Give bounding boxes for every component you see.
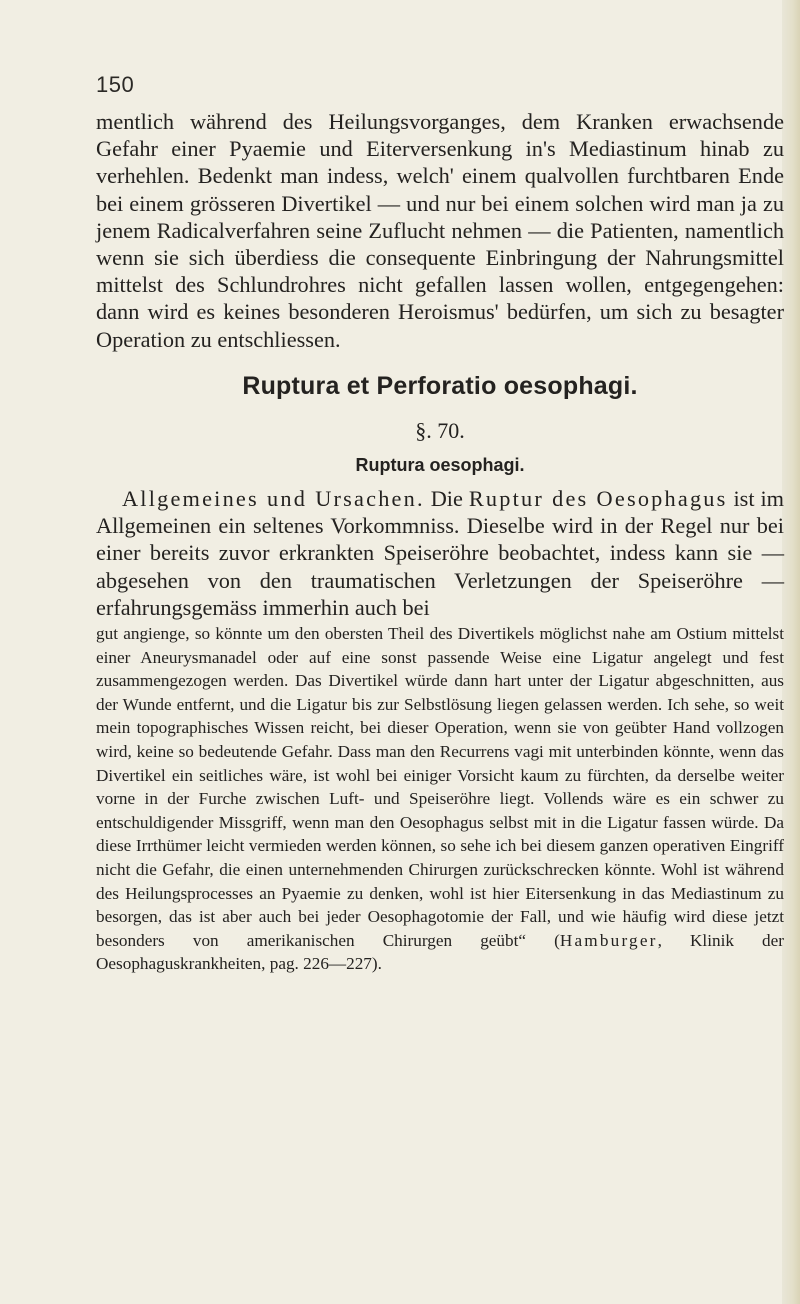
chapter-title: Ruptura et Perforatio oesophagi.: [242, 372, 638, 400]
footnote-author: Hamburger: [559, 930, 658, 950]
footnote-text-part-1: gut angienge, so könnte um den obersten Theil des Divertikels möglichst nahe am Ostium mittelst einer Aneurysmanadel oder auf eine sonst passende Weise eine Ligatur angelegt und fest zusammengezogen werden. Das Divertikel würde dann hart unter der Ligatur abgeschnitten, aus der Wunde entfernt, und die Ligatur bis zur Selbstlösung liegen gelassen werden. Ich sehe, so weit mein topographisches Wissen reicht, bei dieser Operation, wenn sie von geübter Hand vollzogen wird, keine so bedeutende Gefahr. Dass man den Recurrens vagi mit unterbinden könnte, wenn das Divertikel ein seitliches wäre, ist wohl bei einiger Vorsicht kaum zu fürchten, da derselbe weiter vorne in der Furche zwischen Luft- und Speiseröhre liegt. Vollends wäre es ein schwer zu entschuldigender Missgriff, wenn man den Oesophagus selbst mit in die Ligatur fassen würde. Da diese Irrthümer leicht vermieden werden können, so sehe ich bei diesem ganzen operativen Eingriff nicht die Gefahr, die einen unternehmenden Chirurgen zurückschrecken könnte. Wohl ist während des Heilungsprocesses an Pyaemie zu denken, wohl ist hier Eitersenkung in das Mediastinum zu besorgen, das ist aber auch bei jeder Oesophagotomie der Fall, und wie häufig wird diese jetzt besonders von amerikanischen Chirurgen geübt“ (: [96, 624, 784, 950]
page-edge-shadow: [782, 0, 800, 1304]
section-paragraph: [96, 485, 784, 621]
section-body: [96, 485, 784, 621]
paragraph-rest: ist im Allgemeinen ein seltenes Vorkommniss. Dieselbe wird in der Regel nur bei einer bereits zuvor erkrankten Speiseröhre beobachtet, indess kann sie — abgesehen von den traumatischen Verletzungen der Speiseröhre — erfahrungsgemäss immerhin auch bei: [96, 486, 785, 620]
lead-phrase: Allgemeines und Ursachen.: [122, 486, 425, 511]
footnote-text-part-2: , Klinik der Oesophaguskrankheiten, pag. 226—227).: [96, 930, 785, 974]
continued-paragraph-text: mentlich während des Heilungsvorganges, dem Kranken erwachsende Gefahr einer Pyaemie und Eiterversenkung in's Mediastinum hinab zu verhehlen. Bedenkt man indess, welch' einem qualvollen furchtbaren Ende bei einem grösseren Divertikel — und nur bei einem solchen wird man ja zu jenem Radicalverfahren seine Zuflucht nehmen — die Patienten, namentlich wenn sie sich überdiess die consequente Einbringung der Nahrungsmittel mittelst des Schlundrohres nicht gefallen lassen wollen, entgegengehen: dann wird es keines besonderen Heroismus' bedürfen, um sich zu besagter Operation zu entschliessen.: [96, 109, 784, 352]
section-number: §. 70.: [415, 418, 465, 443]
emphasized-term: Ruptur des Oesophagus: [468, 486, 728, 511]
continued-paragraph: [96, 108, 784, 353]
connector-text: Die: [424, 486, 469, 511]
page-number: 150: [96, 72, 135, 97]
section-subtitle: Ruptura oesophagi.: [355, 455, 525, 475]
footnote-text: [96, 622, 784, 976]
footnote: [96, 622, 784, 976]
